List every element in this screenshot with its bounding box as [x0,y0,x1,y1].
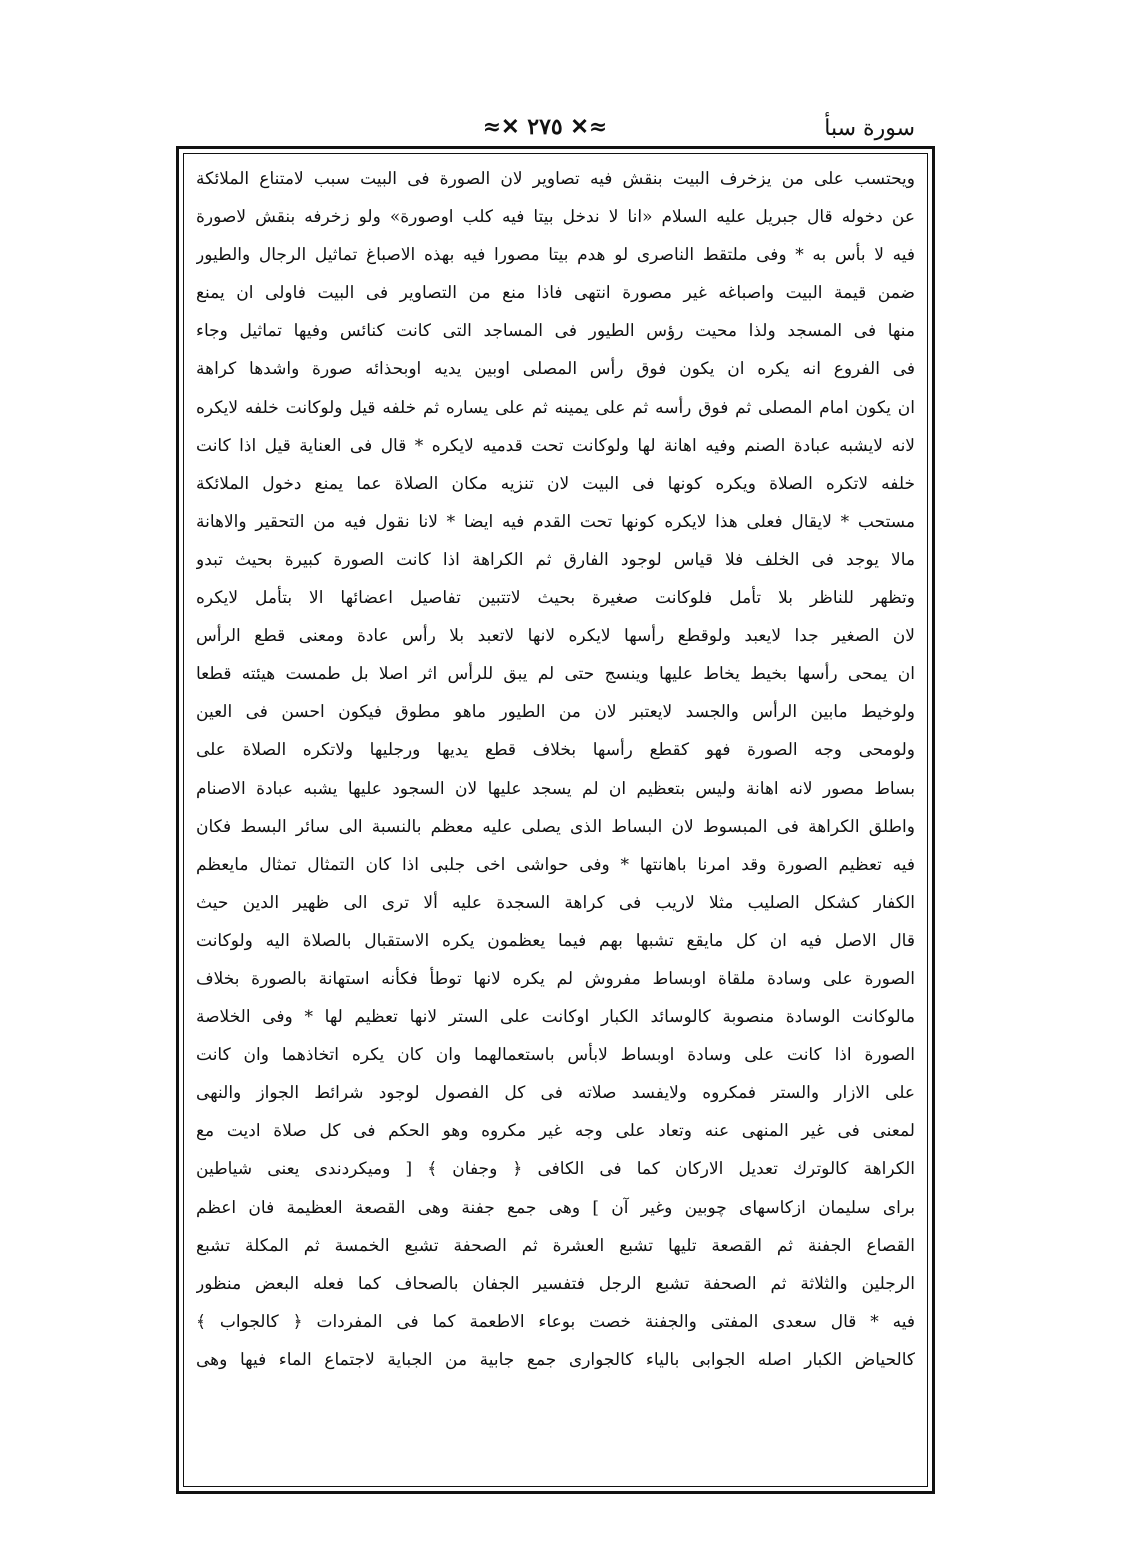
text-line: وتظهر للناظر بلا تأمل فلوكانت صغيرة بحيث لاتتبين تفاصيل اعضائها الا بتأمل لايكره [196,588,915,609]
text-line: ويحتسب على من يزخرف البيت بنقش فيه تصاوير لان الصورة فى البيت سبب لامتناع الملائكة [196,169,915,189]
text-line: قال الاصل فيه ان كل مايقع تشبها بهم فيما يعظمون يكره الاستقبال بالصلاة اليه ولوكانت [196,930,915,951]
page-number-text: ٢٧٥ [527,114,563,140]
surah-title: سورة سبأ [824,116,915,141]
text-line: مالا يوجد فى الخلف فلا قياس لوجود الفارق ثم الكراهة اذا كانت الصورة كبيرة بحيث تبدو [196,549,915,570]
text-line: فيه * قال سعدى المفتى والجفنة خصت بوعاء الاطعمة كما فى المفردات ﴿ كالجواب ﴾ [196,1311,915,1332]
text-line: لانه لايشبه عبادة الصنم وفيه اهانة لها ولوكانت تحت قدميه لايكره * قال فى العناية قيل اذا كانت [196,435,915,456]
text-line: الصورة اذا كانت على وسادة اوبساط لابأس باستعمالهما وان كان يكره اتخاذهما وان كانت [196,1045,915,1066]
text-line: ان يكون امام المصلى ثم فوق رأسه ثم على يمينه ثم على يساره ثم خلفه قيل ولوكانت خلفه لايكره [196,397,915,418]
text-line: عن دخوله قال جبريل عليه السلام «انا لا ندخل بيتا فيه كلب اوصورة» ولو زخرفه بنقش لاصورة [196,207,915,228]
ornament-left: ≈✕ [482,114,520,140]
text-line: مستحب * لايقال فعلى هذا لايكره كونها تحت القدم فيه ايضا * لانا نقول فيه من التحقير والاهانة [196,511,915,532]
text-line: ان يمحى رأسها بخيط يخاط عليها وينسج حتى لم يبق للرأس اثر اصلا بل طمست هيئته قطعا [196,664,915,685]
text-line: القصاع الجفنة ثم القصعة تليها تشبع العشرة ثم الصحفة تشبع الخمسة ثم المكلة تشبع [196,1235,915,1256]
text-line: لمعنى فى غير المنهى عنه وتعاد على وجه غير مكروه وهو الحكم فى كل صلاة اديت مع [196,1121,915,1142]
text-line: براى سليمان ازكاسهاى چوبين وغير آن ] وهى جمع جفنة وهى القصعة العظيمة فان اعظم [196,1197,915,1218]
text-line: خلفه لاتكره الصلاة ويكره كونها فى البيت لان تنزيه مكان الصلاة عما يمنع دخول الملائكة [196,473,915,494]
body-text [196,160,915,1379]
text-line: الكراهة كالوترك تعديل الاركان كما فى الكافى ﴿ وجفان ﴾ [ وميكردندى يعنى شياطين [196,1159,915,1180]
text-line: واطلق الكراهة فى المبسوط لان البساط الذى يصلى عليه معظم بالنسبة الى سائر البسط فكان [196,816,915,837]
page-header [170,112,915,148]
ornament-right: ✕≈ [570,114,608,140]
text-line: منها فى المسجد ولذا محيت رؤس الطيور فى المساجد التى كانت كنائس وفيها تماثيل وجاء [196,321,915,342]
text-line: لان الصغير جدا لايعبد ولوقطع رأسها لايكره لانها لاتعبد بلا رأس عادة ومعنى قطع الرأس [196,626,915,647]
text-line: ولومحى وجه الصورة فهو كقطع رأسها بخلاف قطع يديها ورجليها ولاتكره الصلاة على [196,740,915,761]
text-line: كالحياض الكبار اصله الجوابى بالياء كالجوارى جمع جابية من الجباية لاجتماع الماء فيها وهى [196,1349,915,1370]
text-line: فى الفروع انه يكره ان يكون فوق رأس المصلى اوبين يديه اوبحذائه صورة واشدها كراهة [196,359,915,380]
text-line: ولوخيط مابين الرأس والجسد لايعتبر لان من الطيور ماهو مطوق فيكون احسن فى العين [196,702,915,723]
text-line: فيه لا بأس به * وفى ملتقط الناصرى لو هدم بيتا مصورا فيه بهذه الاصباغ تماثيل الرجال والطيور [196,245,915,266]
text-line: مالوكانت الوسادة منصوبة كالوسائد الكبار اوكانت على الستر لانها تعظيم لها * وفى الخلاصة [196,1007,915,1028]
text-line: الرجلين والثلاثة ثم الصحفة تشبع الرجل فتفسير الجفان بالصحاف كما فعله البعض منظور [196,1273,915,1294]
text-line: على الازار والستر فمكروه ولايفسد صلاته فى كل الفصول لوجود شرائط الجواز والنهى [196,1083,915,1104]
text-line: ضمن قيمة البيت واصباغه غير مصورة انتهى فاذا منع من التصاوير فى البيت فاولى ان يمنع [196,283,915,304]
text-line: الصورة على وسادة ملقاة اوبساط مفروش لم يكره لانها توطأ فكأنه استهانة بالصورة بخلاف [196,968,915,989]
page-number [460,114,630,140]
text-line: فيه تعظيم الصورة وقد امرنا باهانتها * وفى حواشى اخى جلبى اذا كان التمثال تمثال مايعظم [196,854,915,875]
text-line: بساط مصور لانه اهانة وليس بتعظيم ان لم يسجد عليها لان السجود عليها يشبه عبادة الاصنام [196,778,915,799]
text-line: الكفار كشكل الصليب مثلا لاريب فى كراهة السجدة عليه ألا ترى الى ظهير الدين حيث [196,892,915,913]
